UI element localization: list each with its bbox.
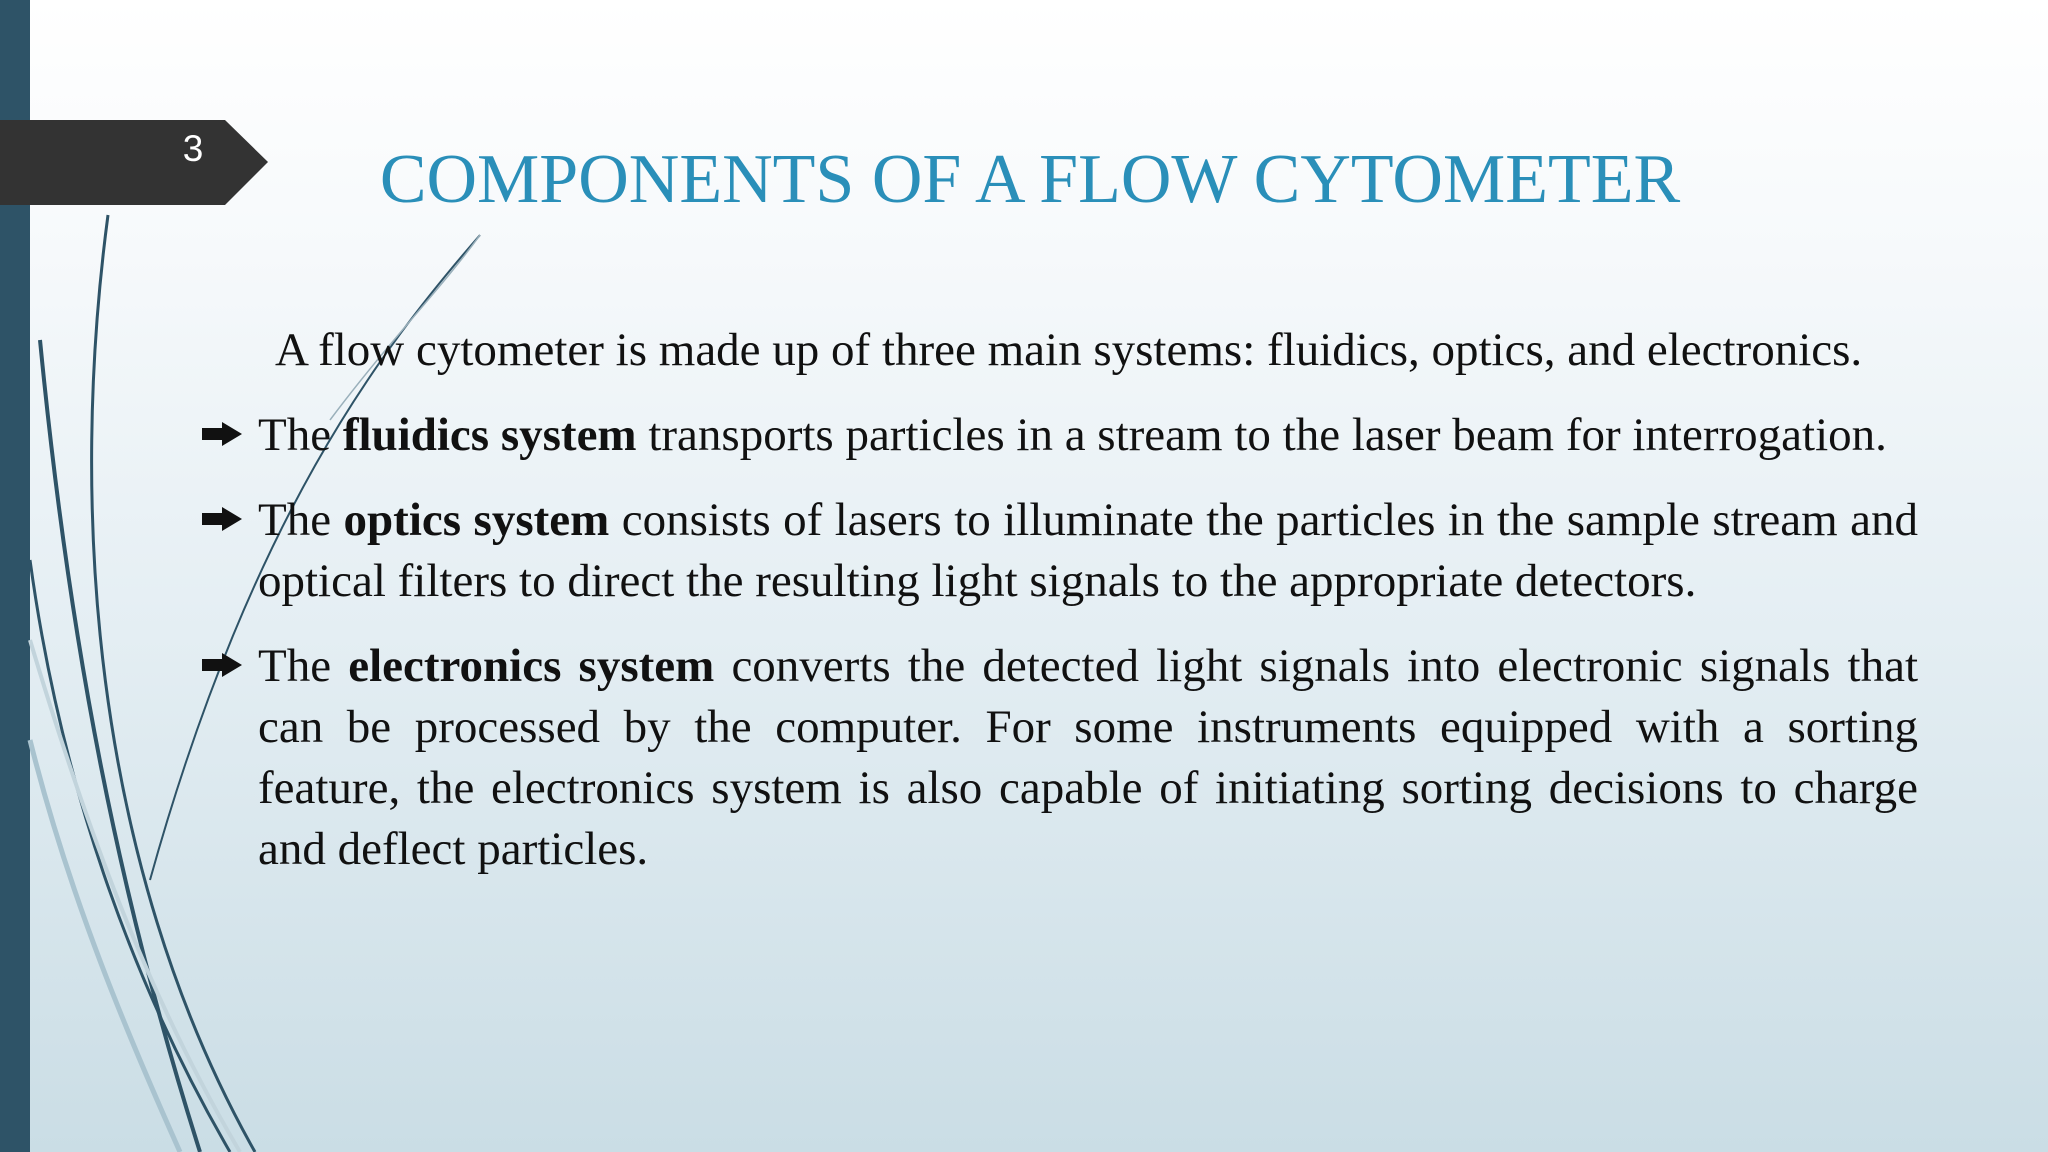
bullet-fluidics	[200, 405, 1918, 466]
intro-paragraph: A flow cytometer is made up of three main systems: fluidics, optics, and electronics.	[275, 324, 1863, 376]
slide-number-tab	[0, 120, 270, 205]
bullet-term: electronics system	[348, 640, 715, 692]
bullet-lead: The	[258, 640, 349, 692]
slide-title: COMPONENTS OF A FLOW CYTOMETER	[379, 141, 1681, 218]
arrow-right-bullet-icon	[200, 506, 244, 532]
bullet-lead: The	[258, 494, 344, 546]
bullet-term: fluidics system	[342, 409, 637, 461]
bullet-text: consists of lasers to illuminate the particles in the sample stream and optical filters to direct the resulting light signals to the appropriate detectors.	[258, 494, 1918, 607]
arrow-right-bullet-icon	[200, 652, 244, 678]
slide-number: 3	[182, 128, 204, 169]
arrow-right-bullet-icon	[200, 421, 244, 447]
slide-body	[200, 320, 1918, 904]
bullet-term: optics system	[343, 494, 610, 546]
bullet-lead: The	[258, 409, 343, 461]
bullet-text: transports particles in a stream to the laser beam for interrogation.	[636, 409, 1887, 461]
bullet-electronics	[200, 636, 1918, 880]
bullet-optics	[200, 490, 1918, 612]
bullet-text: converts the detected light signals into electronic signals that can be processed by the computer. For some instruments equipped with a sorting feature, the electronics system is also capable of initiating sorting decisions to charge and deflect particles.	[258, 640, 1919, 875]
